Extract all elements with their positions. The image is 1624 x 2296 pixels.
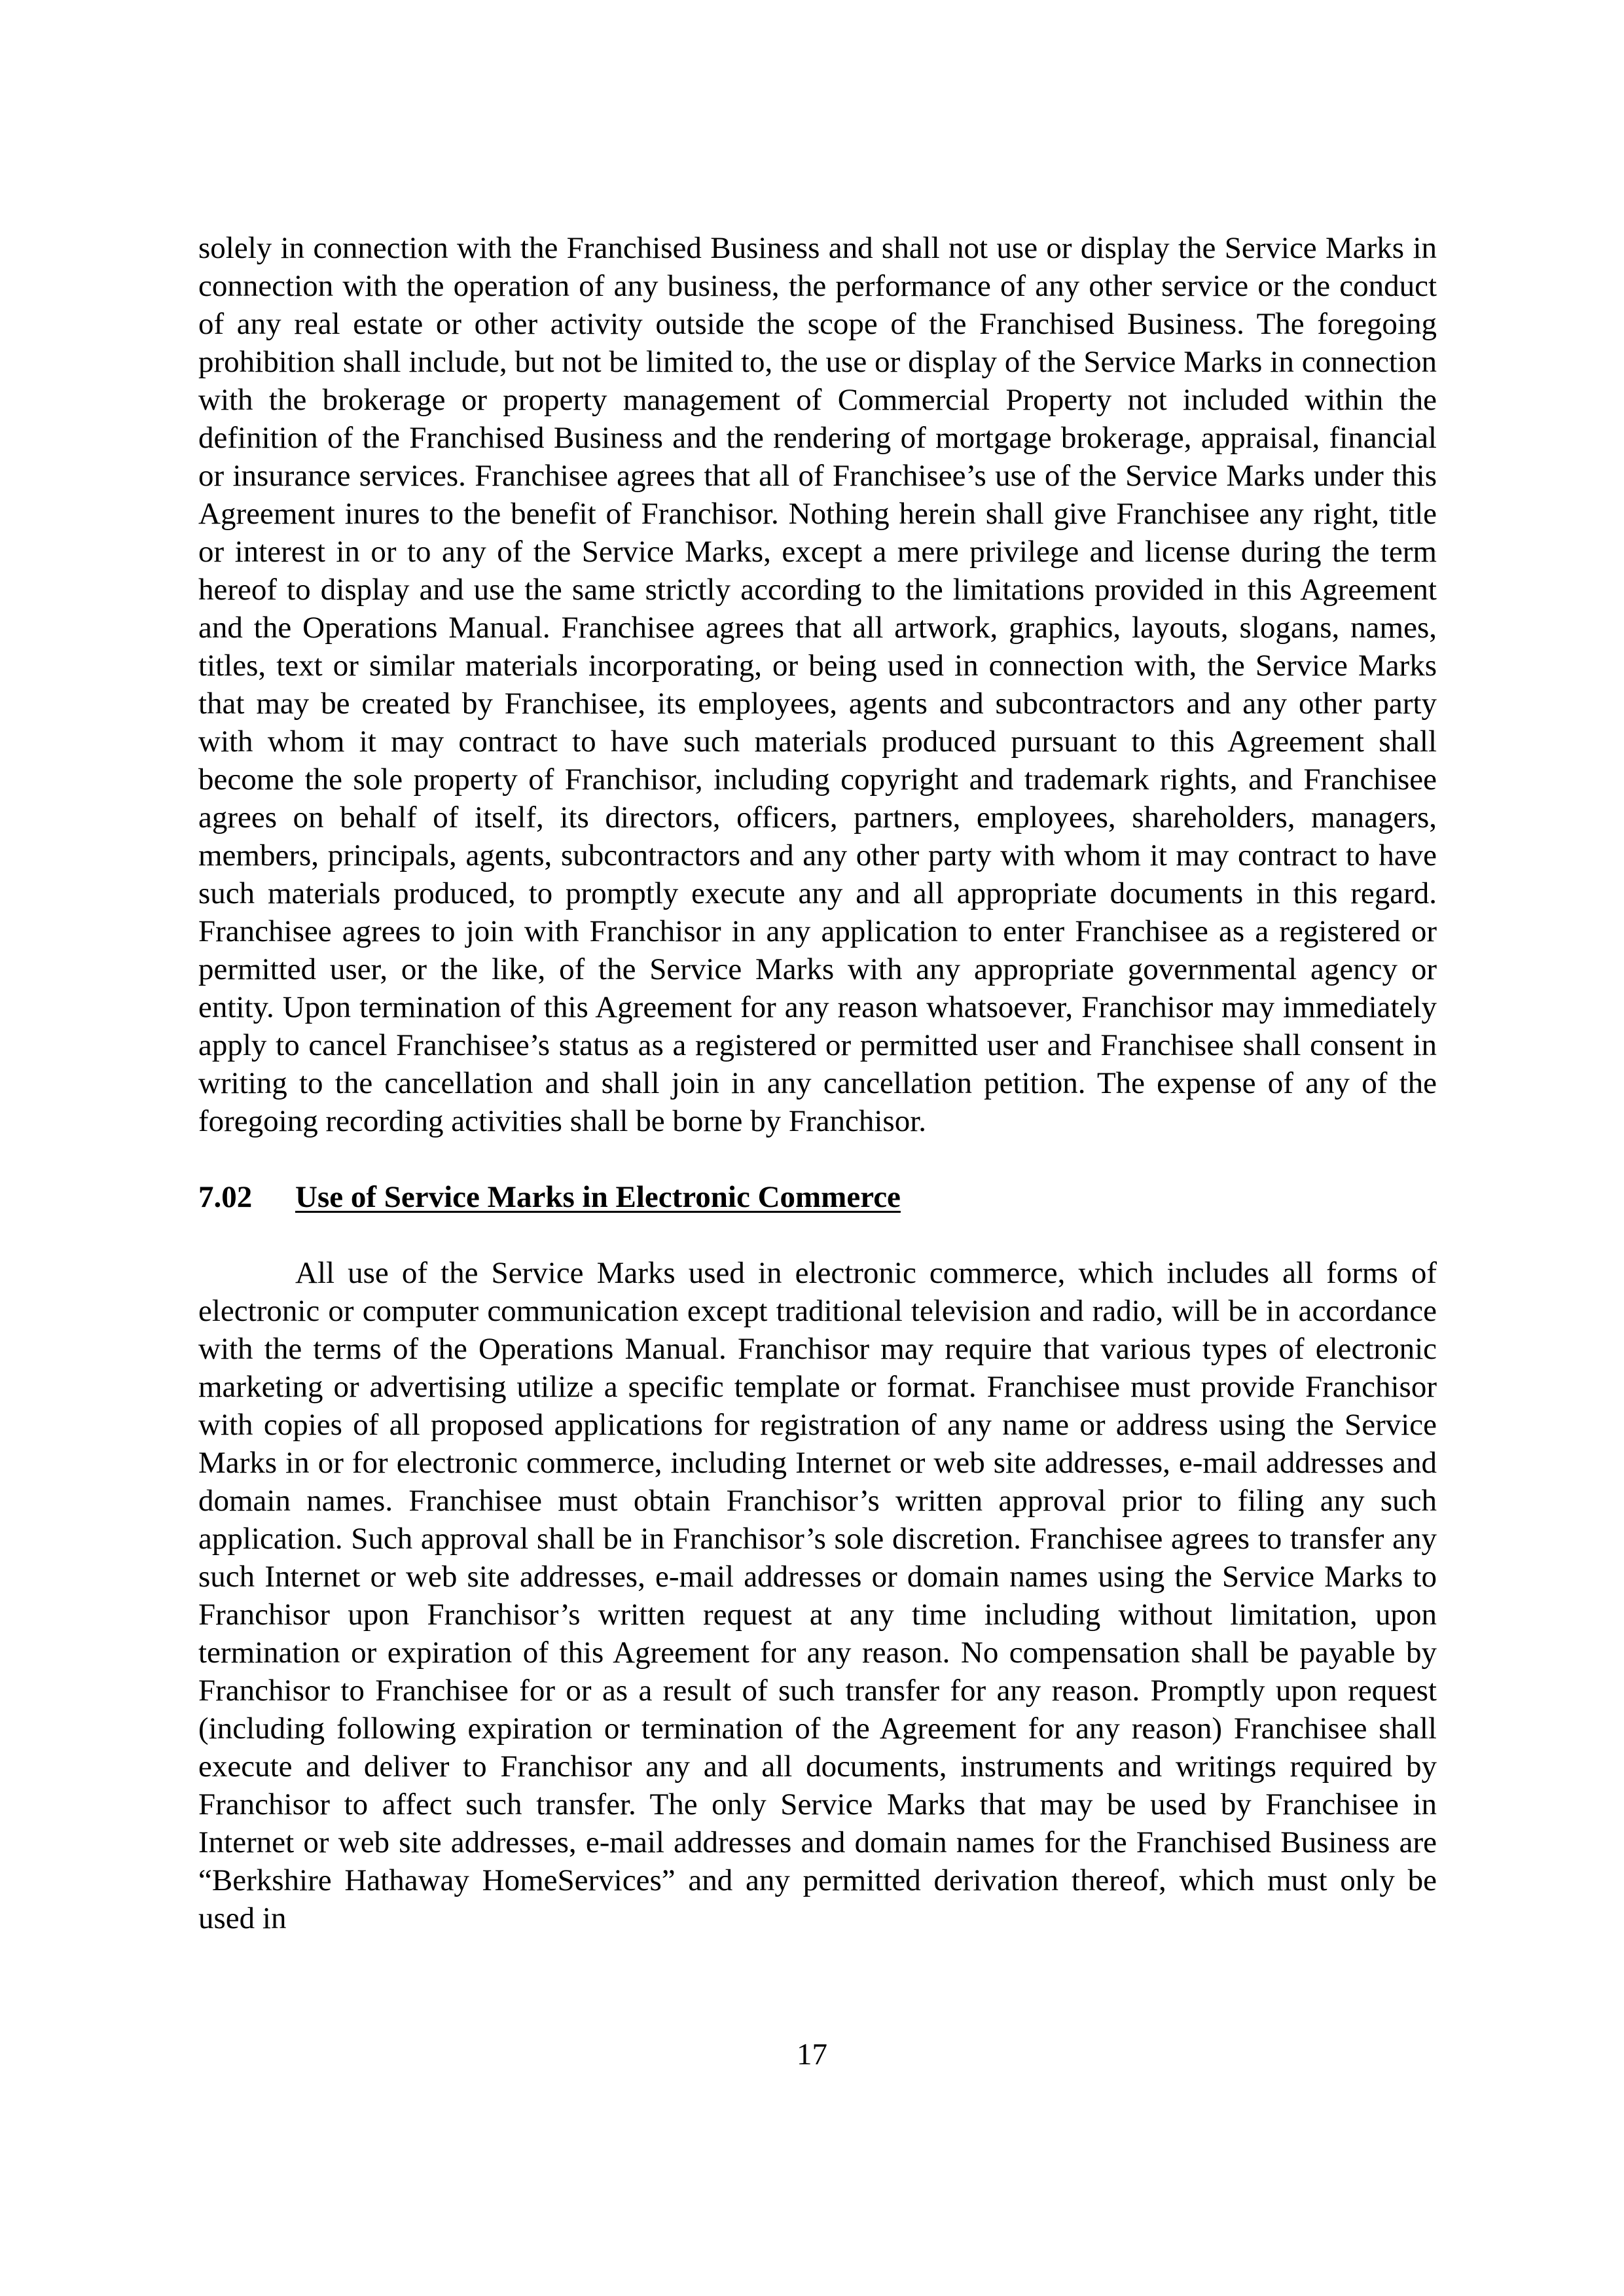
section-heading (198, 1178, 1437, 1216)
continued-paragraph: solely in connection with the Franchised Business and shall not use or display the Service Marks in connection with the operation of any business, the performance of any other service or the conduct of any real estate or other activity outside the scope of the Franchised Business. The foregoing prohibition shall include, but not be limited to, the use or display of the Service Marks in connection with the brokerage or property management of Commercial Property not included within the definition of the Franchised Business and the rendering of mortgage brokerage, appraisal, financial or insurance services. Franchisee agrees that all of Franchisee’s use of the Service Marks under this Agreement inures to the benefit of Franchisor. Nothing herein shall give Franchisee any right, title or interest in or to any of the Service Marks, except a mere privilege and license during the term hereof to display and use the same strictly according to the limitations provided in this Agreement and the Operations Manual. Franchisee agrees that all artwork, graphics, layouts, slogans, names, titles, text or similar materials incorporating, or being used in connection with, the Service Marks that may be created by Franchisee, its employees, agents and subcontractors and any other party with whom it may contract to have such materials produced pursuant to this Agreement shall become the sole property of Franchisor, including copyright and trademark rights, and Franchisee agrees on behalf of itself, its directors, officers, partners, employees, shareholders, managers, members, principals, agents, subcontractors and any other party with whom it may contract to have such materials produced, to promptly execute any and all appropriate documents in this regard. Franchisee agrees to join with Franchisor in any application to enter Franchisee as a registered or permitted user, or the like, of the Service Marks with any appropriate governmental agency or entity. Upon termination of this Agreement for any reason whatsoever, Franchisor may immediately apply to cancel Franchisee’s status as a registered or permitted user and Franchisee shall consent in writing to the cancellation and shall join in any cancellation petition. The expense of any of the foregoing recording activities shall be borne by Franchisor. (198, 231, 1437, 1138)
page-number: 17 (797, 2037, 827, 2072)
page-content (198, 229, 1437, 1937)
section-title: Use of Service Marks in Electronic Commerce (295, 1180, 901, 1214)
section-body-paragraph: All use of the Service Marks used in electronic commerce, which includes all forms of electronic or computer communication except traditional television and radio, will be in accordance with the terms of the Operations Manual. Franchisor may require that various types of electronic marketing or advertising utilize a specific template or format. Franchisee must provide Franchisor with copies of all proposed applications for registration of any name or address using the Service Marks in or for electronic commerce, including Internet or web site addresses, e-mail addresses and domain names. Franchisee must obtain Franchisor’s written approval prior to filing any such application. Such approval shall be in Franchisor’s sole discretion. Franchisee agrees to transfer any such Internet or web site addresses, e-mail addresses or domain names using the Service Marks to Franchisor upon Franchisor’s written request at any time including without limitation, upon termination or expiration of this Agreement for any reason. No compensation shall be payable by Franchisor to Franchisee for or as a result of such transfer for any reason. Promptly upon request (including following expiration or termination of the Agreement for any reason) Franchisee shall execute and deliver to Franchisor any and all documents, instruments and writings required by Franchisor to affect such transfer. The only Service Marks that may be used by Franchisee in Internet or web site addresses, e-mail addresses and domain names for the Franchised Business are “Berkshire Hathaway HomeServices” and any permitted derivation thereof, which must only be used in (198, 1256, 1437, 1935)
section-number: 7.02 (198, 1180, 253, 1214)
